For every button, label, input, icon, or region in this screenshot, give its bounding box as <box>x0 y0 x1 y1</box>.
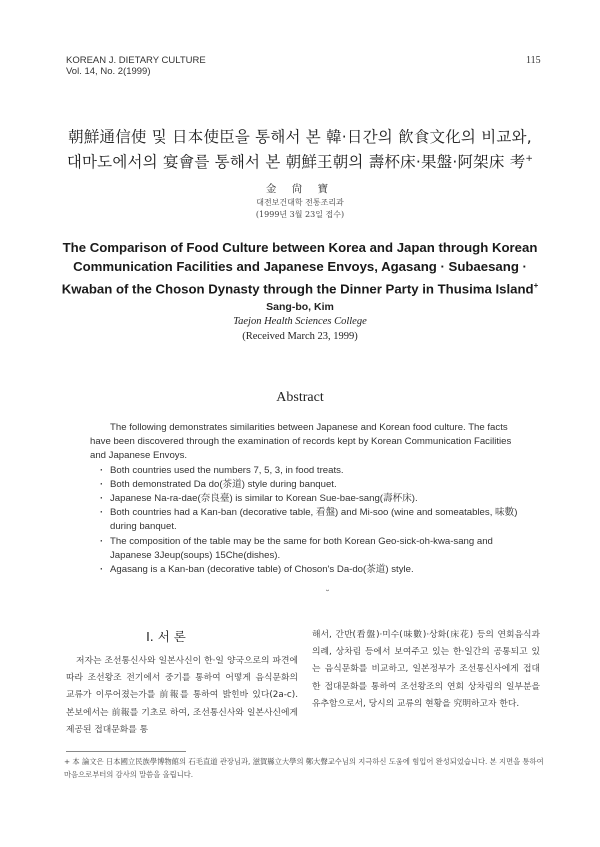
korean-affiliation: 대전보건대학 전통조리과 <box>256 198 344 207</box>
english-affiliation: Taejon Health Sciences College <box>233 316 367 327</box>
body-column-left: 저자는 조선통신사와 일본사신이 한·일 양국으로의 파견에 따라 조선왕조 전기에서 중기를 통하여 어떻게 음식문화의 교류가 이루어졌는가를 前報를 통하여 밝힌바 있다(2a-c). 본보에서는 前報를 기초로 하여, 조선통신사와 일본사신에게 제공된 접대문화를 통 <box>66 656 298 735</box>
footnote-divider <box>66 751 186 752</box>
body-column-right: 해서, 간반(看盤)·미수(味數)·상화(床花) 등의 연회음식과 의례, 상차림 등에서 보여주고 있는 한·일간의 공통되고 있는 음식문화를 비교하고, 일본정부가 조선통신사에게 접대한 접대문화를 통하여 조선왕조의 연회 상차림의 일부분을 유추함으로서, 당시의 교류의 현황을 究明하고자 한다. <box>312 630 540 709</box>
english-received-date: (Received March 23, 1999) <box>242 331 358 342</box>
abstract-item: · The composition of the table may be the same for both Korean Geo-sick-oh-kwa-sang and Japanese 3Jeup(soups) 15Che(dishes). <box>100 535 520 563</box>
section-heading: I. 서 론 <box>146 629 186 644</box>
korean-author: 金 尙 寶 <box>265 183 335 195</box>
english-title <box>40 238 560 298</box>
korean-title-line-1: 朝鮮通信使 및 日本使臣을 통해서 본 韓·日간의 飮食文化의 비교와, <box>68 128 532 146</box>
english-title-line-1: The Comparison of Food Culture between Korea and Japan through Korean <box>62 240 538 255</box>
stray-mark: ˘ <box>325 590 330 601</box>
journal-header <box>66 55 206 77</box>
abstract-heading: Abstract <box>276 390 324 405</box>
abstract-body <box>90 421 520 577</box>
korean-title <box>40 126 560 173</box>
abstract-item: · Both countries used the numbers 7, 5, 3, in food treats. <box>100 464 520 478</box>
abstract-intro: The following demonstrates similarities between Japanese and Korean food culture. The facts have been discovered through the examination of records kept by Korean Communication Facilities and Japanese Envoys. <box>90 422 512 462</box>
abstract-list <box>90 464 520 578</box>
korean-title-footnote-marker: + <box>525 154 534 164</box>
abstract-item: · Both countries had a Kan-ban (decorative table, 看盤) and Mi-soo (wine and someatables, 味數) during banquet. <box>100 506 520 534</box>
abstract-item: · Both demonstrated Da do(茶道) style during banquet. <box>100 478 520 492</box>
english-title-line-2: Communication Facilities and Japanese Envoys, Agasang · Subaesang · <box>73 259 527 274</box>
english-author: Sang-bo, Kim <box>266 301 334 313</box>
page-number: 115 <box>526 55 541 66</box>
abstract-item: · Japanese Na-ra-dae(奈良臺) is similar to Korean Sue-bae-sang(壽杯床). <box>100 492 520 506</box>
korean-title-line-2-text: 대마도에서의 宴會를 통해서 본 朝鮮王朝의 壽杯床·果盤·阿架床 考 <box>66 153 526 172</box>
korean-received-date: (1999년 3월 23일 접수) <box>255 210 345 219</box>
abstract-item: · Agasang is a Kan-ban (decorative table) of Choson's Da-do(茶道) style. <box>100 563 520 577</box>
korean-title-line-2 <box>40 148 560 173</box>
english-title-footnote-marker: + <box>533 281 539 290</box>
english-title-line-3-text: Kwaban of the Choson Dynasty through the Dinner Party in Thusima Island <box>61 281 534 297</box>
journal-name: KOREAN J. DIETARY CULTURE <box>66 55 206 66</box>
english-title-line-3 <box>40 276 560 298</box>
footnote: + 本 論文은 日本國立民族學博物館의 石毛直道 관장님과, 滋賀縣立大學의 鄭大聲교수님의 지극하신 도움에 힘입어 완성되었습니다. 본 지면을 통하여 마음으로부터의 감사의 말씀을 올립니다. <box>64 757 544 779</box>
journal-volume: Vol. 14, No. 2(1999) <box>66 66 151 77</box>
